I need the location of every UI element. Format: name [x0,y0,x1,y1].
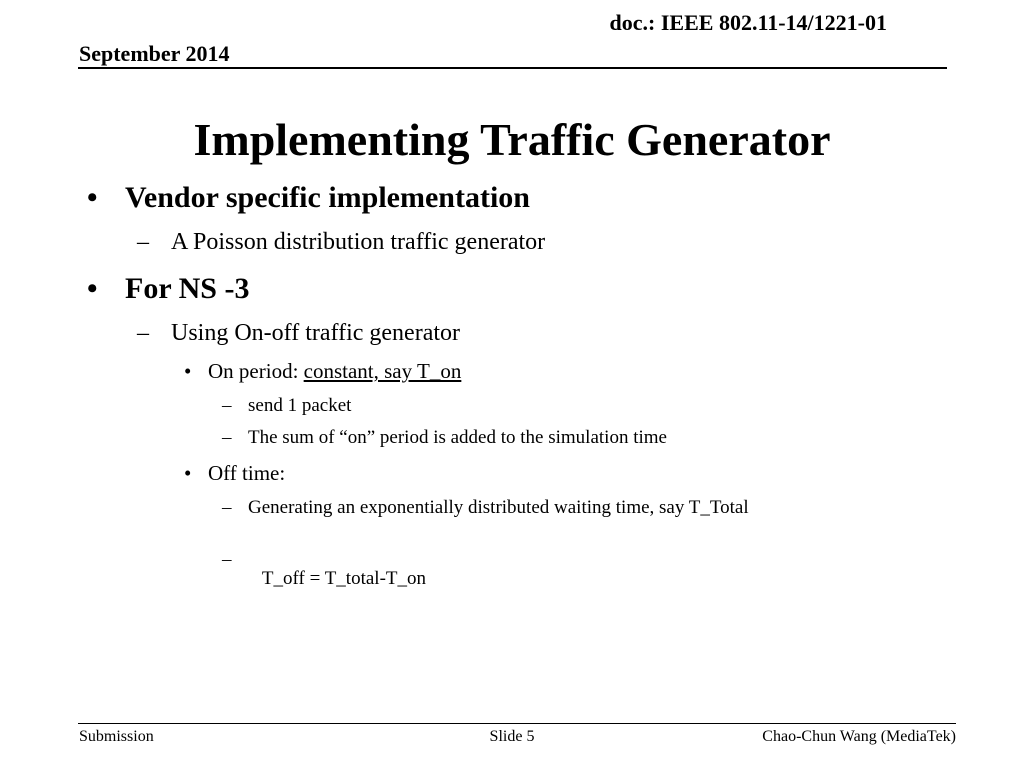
bullet-sum-on-period [222,427,667,448]
bullet-text: For NS -3 [125,272,250,305]
dash-marker: – [222,427,232,448]
footer-author: Chao-Chun Wang (MediaTek) [762,728,956,745]
bullet-vendor-specific [87,181,530,214]
header-divider [78,67,947,69]
slide-title: Implementing Traffic Generator [193,114,831,165]
bullet-text: Off time: [208,461,286,485]
bullet-exponential-wait [222,497,749,518]
bullet-text: T_off = T_total-T_on [257,568,427,589]
bullet-text: A Poisson distribution traffic generator [171,229,546,255]
bullet-text: The sum of “on” period is added to the simulation time [248,427,667,448]
bullet-marker: • [87,272,98,305]
dash-marker: – [222,549,232,570]
bullet-poisson [137,229,546,255]
bullet-text: Generating an exponentially distributed waiting time, say T_Total [248,497,749,518]
bullet-off-time [184,461,286,485]
bullet-text: send 1 packet [248,395,352,416]
bullet-marker: • [184,359,192,383]
bullet-ns3 [87,272,250,305]
bullet-marker: • [184,461,192,485]
dash-marker: – [137,229,149,255]
bullet-t-off-formula [222,531,427,589]
dash-marker: – [137,320,149,346]
bullet-text: Vendor specific implementation [125,181,530,214]
footer-slide-number: Slide 5 [489,728,535,745]
bullet-text: On period: [208,359,304,383]
dash-marker: – [222,497,232,518]
underlined-text: constant, say T_on [303,359,462,383]
footer-divider [78,723,956,724]
bullet-on-off [137,320,461,346]
bullet-on-period [184,359,462,383]
document-date: September 2014 [79,41,230,66]
dash-marker: – [222,395,232,416]
footer-submission: Submission [79,728,154,745]
bullet-text: Using On-off traffic generator [171,320,461,346]
document-id: doc.: IEEE 802.11-14/1221-01 [609,10,887,35]
bullet-send-packet [222,395,352,416]
bullet-marker: • [87,181,98,214]
